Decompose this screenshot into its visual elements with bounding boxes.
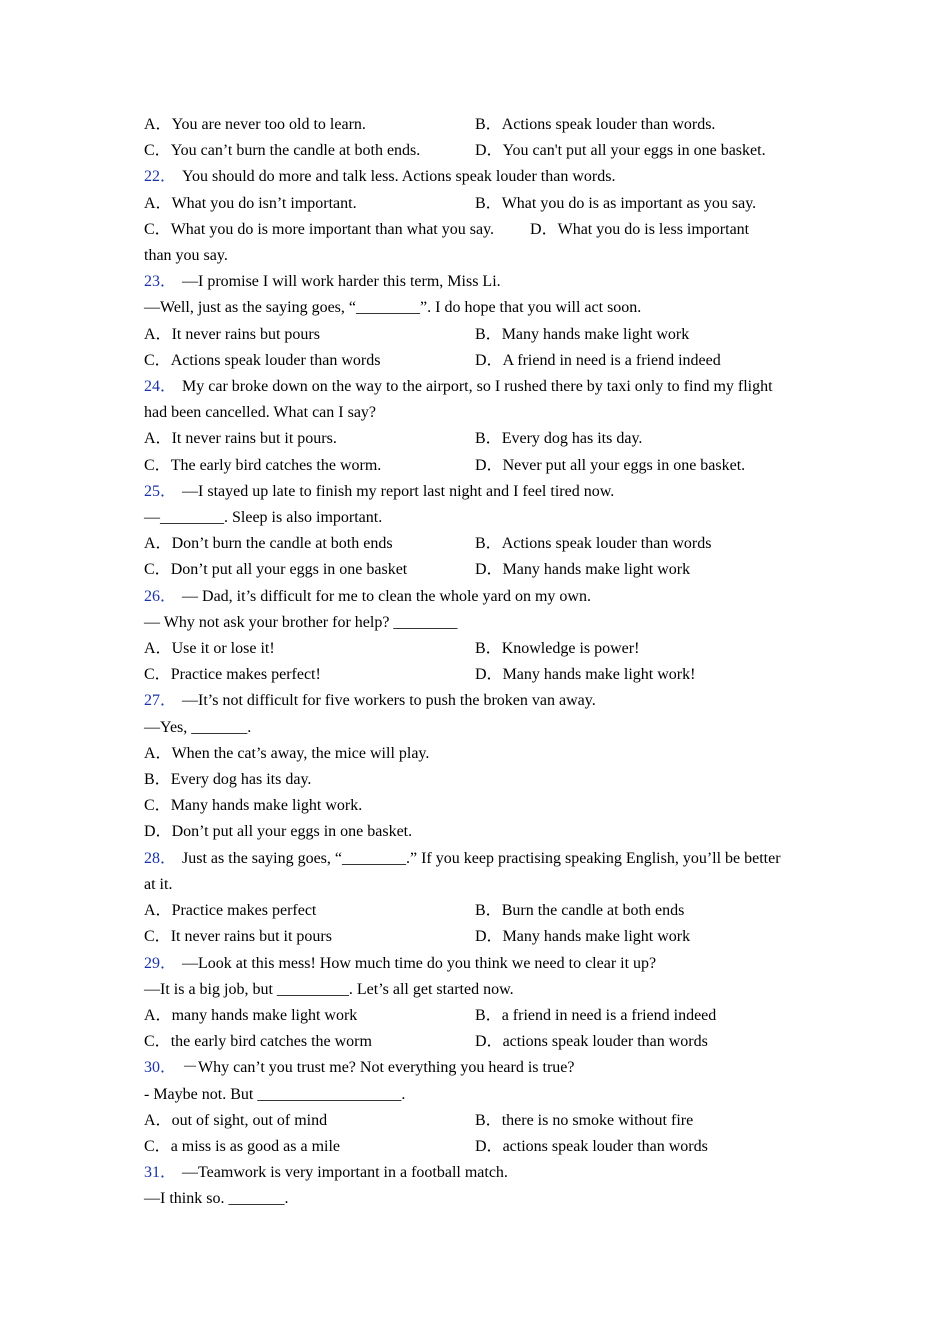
option-letter: D． [475,928,503,946]
q25-options-row-cd [144,557,814,583]
q28-option-b [475,898,814,924]
q26-option-b [475,636,814,662]
q29-option-d [475,1029,814,1055]
option-letter: C． [144,928,171,946]
option-letter: C． [144,456,171,474]
q30-option-d [475,1134,814,1160]
question-number: 28． [144,849,177,867]
q22-options-row-cd [144,217,814,243]
q23-options-row-ab [144,322,814,348]
q23-options-row-cd [144,348,814,374]
q23-stem [144,269,814,295]
q25-option-c [144,557,475,583]
q24-option-b [475,426,814,452]
option-text: What you do isn’t important. [171,194,357,212]
option-text: a miss is as good as a mile [170,1137,340,1155]
question-number: 31． [144,1164,177,1182]
q22-options-row-ab [144,191,814,217]
q24-option-d [475,453,814,479]
option-text: Actions speak louder than words [170,351,381,369]
question-text: —I stayed up late to finish my report last night and I feel tired now. [182,482,615,500]
q24-stem-line2: had been cancelled. What can I say? [144,404,377,422]
option-letter: A． [144,744,172,762]
q30-stem-line2: - Maybe not. But __________________. [144,1085,406,1103]
question-number: 29． [144,954,177,972]
q28-stem [144,846,814,872]
option-text: Every dog has its day. [170,771,312,789]
question-number: 25． [144,482,177,500]
q27-stem [144,688,814,714]
option-letter: B． [475,194,502,212]
question-number: 30． [144,1059,177,1077]
option-text: Many hands make light work! [502,666,696,684]
option-letter: A． [144,640,172,658]
q28-options-row-cd [144,924,814,950]
option-letter: A． [144,1111,172,1129]
option-letter: D． [475,561,503,579]
q25-stem [144,479,814,505]
q26-stem [144,584,814,610]
option-text: It never rains but it pours. [171,430,337,448]
option-text: there is no smoke without fire [501,1111,694,1129]
question-number: 26． [144,587,177,605]
option-letter: D． [475,1137,503,1155]
option-letter: D． [475,351,503,369]
q22-option-c [144,221,494,238]
option-letter: B． [475,1006,502,1024]
option-letter: B． [475,640,502,658]
q26-option-a [144,636,475,662]
option-letter: A． [144,902,172,920]
question-text: You should do more and talk less. Actions speak louder than words. [182,168,616,186]
q22-option-b [475,191,814,217]
q23-option-b [475,322,814,348]
option-letter: D． [475,1033,503,1051]
q27-option-d [144,819,814,845]
q21-options-row-cd [144,138,814,164]
option-letter: C． [144,666,171,684]
q23-option-a [144,322,475,348]
option-text: Practice makes perfect! [170,666,321,684]
q21-option-c [144,138,475,164]
question-number: 23． [144,273,177,291]
q26-stem-line2: — Why not ask your brother for help? ________ [144,613,458,631]
option-letter: B． [144,771,171,789]
q25-option-d [475,557,814,583]
option-letter: A． [144,194,172,212]
q29-stem-line2: —It is a big job, but _________. Let’s all get started now. [144,980,514,998]
q25-options-row-ab [144,531,814,557]
option-letter: A． [144,430,172,448]
option-text: You can't put all your eggs in one basket. [502,142,766,160]
option-letter: C． [144,1033,171,1051]
q29-option-b [475,1003,814,1029]
option-letter: A． [144,535,172,553]
option-letter: C． [144,142,171,160]
q28-options-row-ab [144,898,814,924]
q28-option-d [475,924,814,950]
q24-stem [144,374,814,400]
option-text: It never rains but it pours [170,928,332,946]
q30-option-a [144,1108,475,1134]
question-text: —I promise I will work harder this term, Miss Li. [182,273,501,291]
option-letter: B． [475,116,502,133]
option-text: When the cat’s away, the mice will play. [171,744,430,762]
question-text: — Dad, it’s difficult for me to clean the whole yard on my own. [182,587,591,605]
q29-option-a [144,1003,475,1029]
question-text: —Teamwork is very important in a football match. [182,1164,508,1182]
option-text: Knowledge is power! [501,640,640,658]
q26-option-d [475,662,814,688]
q22-option-d-continued: than you say. [144,247,228,265]
option-text: Don’t burn the candle at both ends [171,535,393,553]
option-text: A friend in need is a friend indeed [502,351,721,369]
option-letter: B． [475,325,502,343]
q28-option-c [144,924,475,950]
option-letter: B． [475,902,502,920]
option-letter: B． [475,430,502,448]
q23-option-c [144,348,475,374]
q24-options-row-cd [144,453,814,479]
option-text: the early bird catches the worm [170,1033,372,1051]
option-text: Don’t put all your eggs in one basket [170,561,408,579]
q21-option-b [475,112,814,138]
q25-stem-line2: —________. Sleep is also important. [144,509,383,527]
option-text: many hands make light work [171,1006,358,1024]
q24-option-c [144,453,475,479]
option-text: Many hands make light work. [170,797,363,815]
q30-option-c [144,1134,475,1160]
q22-stem [144,164,814,190]
question-text: My car broke down on the way to the airport, so I rushed there by taxi only to find my flight [182,378,773,396]
option-text: You are never too old to learn. [171,116,366,133]
q21-options-row-ab [144,112,814,138]
q24-options-row-ab [144,426,814,452]
option-text: Never put all your eggs in one basket. [502,456,746,474]
option-text: Actions speak louder than words [501,535,712,553]
q23-stem-line2: —Well, just as the saying goes, “________”. I do hope that you will act soon. [144,299,642,317]
question-number: 24． [144,378,177,396]
option-letter: C． [144,220,171,238]
q28-option-a [144,898,475,924]
q26-options-row-cd [144,662,814,688]
option-letter: C． [144,561,171,579]
q22-option-d [530,221,749,238]
q21-option-d [475,138,814,164]
option-text: Actions speak louder than words. [501,116,716,133]
option-text: Don’t put all your eggs in one basket. [171,823,413,841]
option-letter: A． [144,1006,172,1024]
option-text: What you do is more important than what you say. [170,220,495,238]
question-number: 27． [144,692,177,710]
q27-option-b [144,767,814,793]
option-text: Many hands make light work [501,325,690,343]
q26-option-c [144,662,475,688]
q23-option-d [475,348,814,374]
option-text: Many hands make light work [502,561,691,579]
option-letter: C． [144,351,171,369]
q30-options-row-cd [144,1134,814,1160]
option-letter: C． [144,797,171,815]
option-text: Many hands make light work [502,928,691,946]
q25-option-b [475,531,814,557]
q29-options-row-ab [144,1003,814,1029]
exam-page [144,112,814,1213]
option-letter: B． [475,1111,502,1129]
option-text: Practice makes perfect [171,902,317,920]
option-text: actions speak louder than words [502,1033,708,1051]
q21-option-a [144,112,475,138]
q27-option-a [144,741,814,767]
option-text: You can’t burn the candle at both ends. [170,142,421,160]
question-text: —It’s not difficult for five workers to push the broken van away. [182,692,596,710]
q29-option-c [144,1029,475,1055]
q31-stem [144,1160,814,1186]
option-letter: D． [144,823,172,841]
option-letter: A． [144,116,172,133]
q27-option-c [144,793,814,819]
q31-stem-line2: —I think so. _______. [144,1190,289,1208]
q26-options-row-ab [144,636,814,662]
q30-stem [144,1055,814,1081]
q22-option-a [144,191,475,217]
q29-stem [144,951,814,977]
q27-stem-line2: —Yes, _______. [144,718,252,736]
option-text: Every dog has its day. [501,430,643,448]
question-number: 22． [144,168,177,186]
option-text: The early bird catches the worm. [170,456,382,474]
option-letter: C． [144,1137,171,1155]
option-letter: D． [475,142,503,160]
option-text: a friend in need is a friend indeed [501,1006,717,1024]
option-letter: D． [475,666,503,684]
q25-option-a [144,531,475,557]
option-text: actions speak louder than words [502,1137,708,1155]
q30-option-b [475,1108,814,1134]
option-text: Burn the candle at both ends [501,902,685,920]
option-letter: D． [475,456,503,474]
option-text: Use it or lose it! [171,640,275,658]
q30-options-row-ab [144,1108,814,1134]
option-text: What you do is less important [557,220,750,238]
question-text: Just as the saying goes, “________.” If you keep practising speaking English, you’ll be better [182,849,781,867]
q29-options-row-cd [144,1029,814,1055]
option-text: What you do is as important as you say. [501,194,757,212]
option-letter: A． [144,325,172,343]
option-text: out of sight, out of mind [171,1111,328,1129]
option-letter: D． [530,220,558,238]
option-letter: B． [475,535,502,553]
question-text: —Look at this mess! How much time do you think we need to clear it up? [182,954,657,972]
q28-stem-line2: at it. [144,875,173,893]
question-text: －Why can’t you trust me? Not everything you heard is true? [182,1059,575,1077]
option-text: It never rains but pours [171,325,320,343]
q24-option-a [144,426,475,452]
